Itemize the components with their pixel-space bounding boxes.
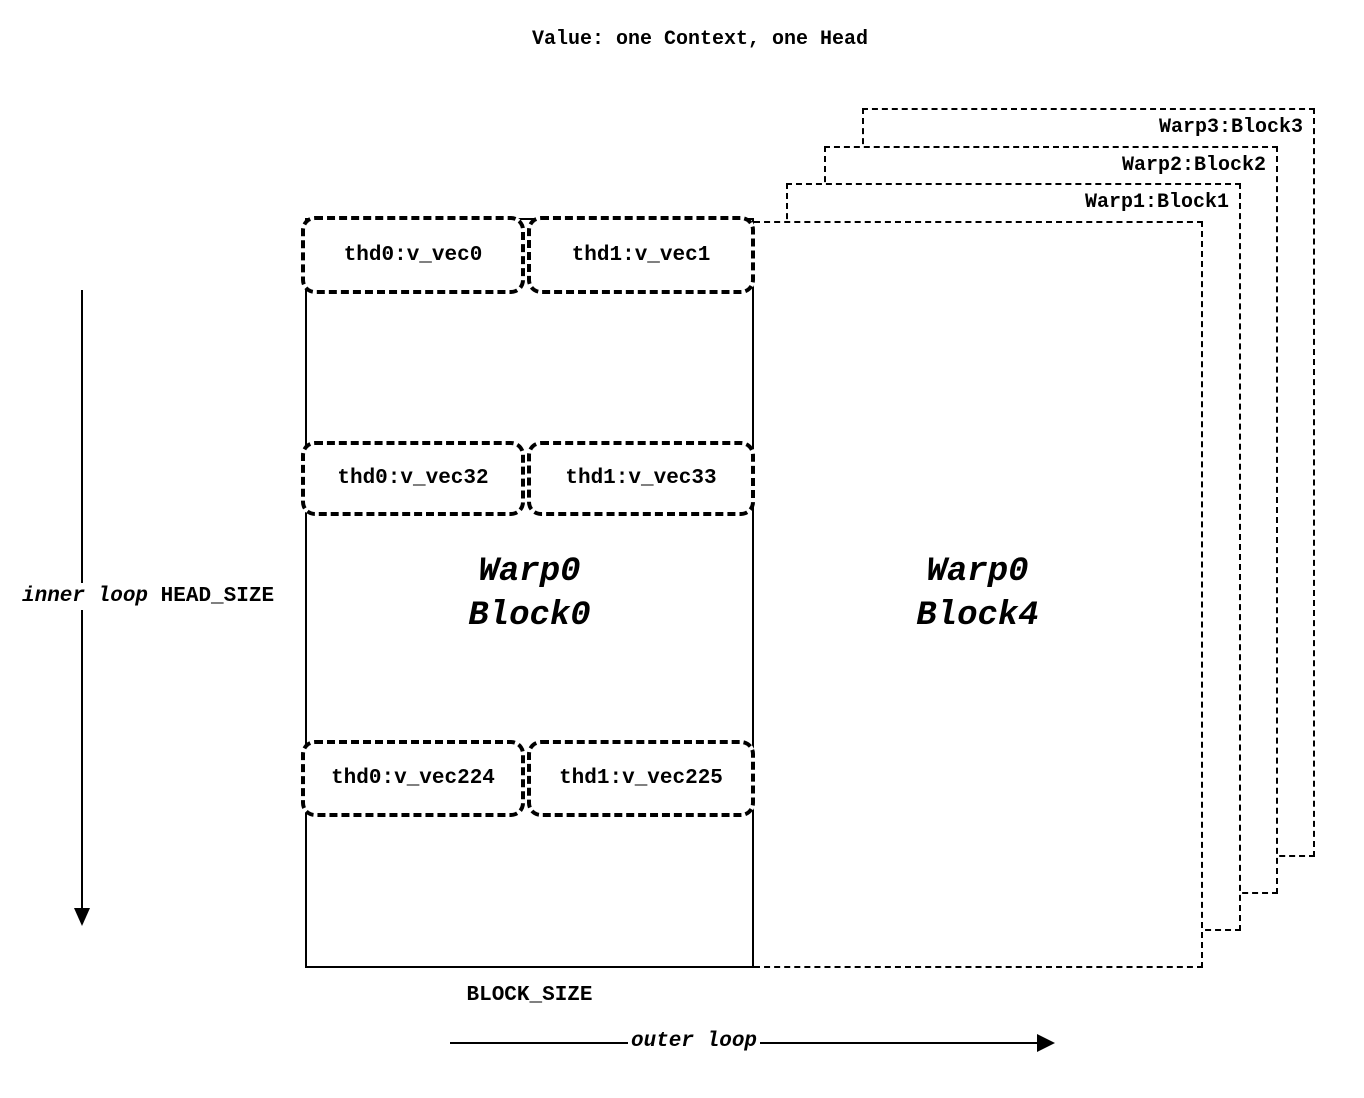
thd1-v_vec1-box <box>527 216 755 294</box>
thd0-v_vec0-label: thd0:v_vec0 <box>343 243 483 267</box>
outer-loop-arrowhead-icon <box>1037 1034 1055 1052</box>
thd1-v_vec1-label: thd1:v_vec1 <box>571 243 711 267</box>
warp0-block4-label-block: Block4 <box>916 597 1039 635</box>
warp2-block2-label: Warp2:Block2 <box>1121 154 1266 177</box>
warp0-block4-label <box>754 550 1201 638</box>
warp0-block0-region <box>305 218 754 968</box>
warp0-block0-label <box>307 550 752 638</box>
thd0-v_vec32-box <box>301 441 525 516</box>
inner-loop-head-size-label <box>22 583 274 610</box>
warp0-block0-label-block: Block0 <box>468 597 591 635</box>
thd0-v_vec32-label: thd0:v_vec32 <box>337 467 489 490</box>
inner-loop-arrowhead-icon <box>74 908 90 926</box>
inner-loop-text: inner loop <box>22 585 149 608</box>
thd1-v_vec225-box <box>527 740 755 817</box>
thd1-v_vec33-box <box>527 441 755 516</box>
block-size-label: BLOCK_SIZE <box>466 984 593 1007</box>
thd1-v_vec225-label: thd1:v_vec225 <box>559 767 723 790</box>
thd0-v_vec224-label: thd0:v_vec224 <box>331 767 495 790</box>
head-size-text: HEAD_SIZE <box>160 585 275 608</box>
outer-loop-label: outer loop <box>628 1030 760 1053</box>
thd0-v_vec0-box <box>301 216 525 294</box>
warp0-block4-label-warp: Warp0 <box>926 553 1029 591</box>
diagram-title: Value: one Context, one Head <box>531 28 869 51</box>
thd0-v_vec224-box <box>301 740 525 817</box>
warp3-block3-label: Warp3:Block3 <box>1158 116 1303 139</box>
warp1-block1-label: Warp1:Block1 <box>1084 191 1229 214</box>
warp0-block0-label-warp: Warp0 <box>478 553 581 591</box>
warp0-block4-region <box>754 221 1203 968</box>
thd1-v_vec33-label: thd1:v_vec33 <box>565 467 717 490</box>
